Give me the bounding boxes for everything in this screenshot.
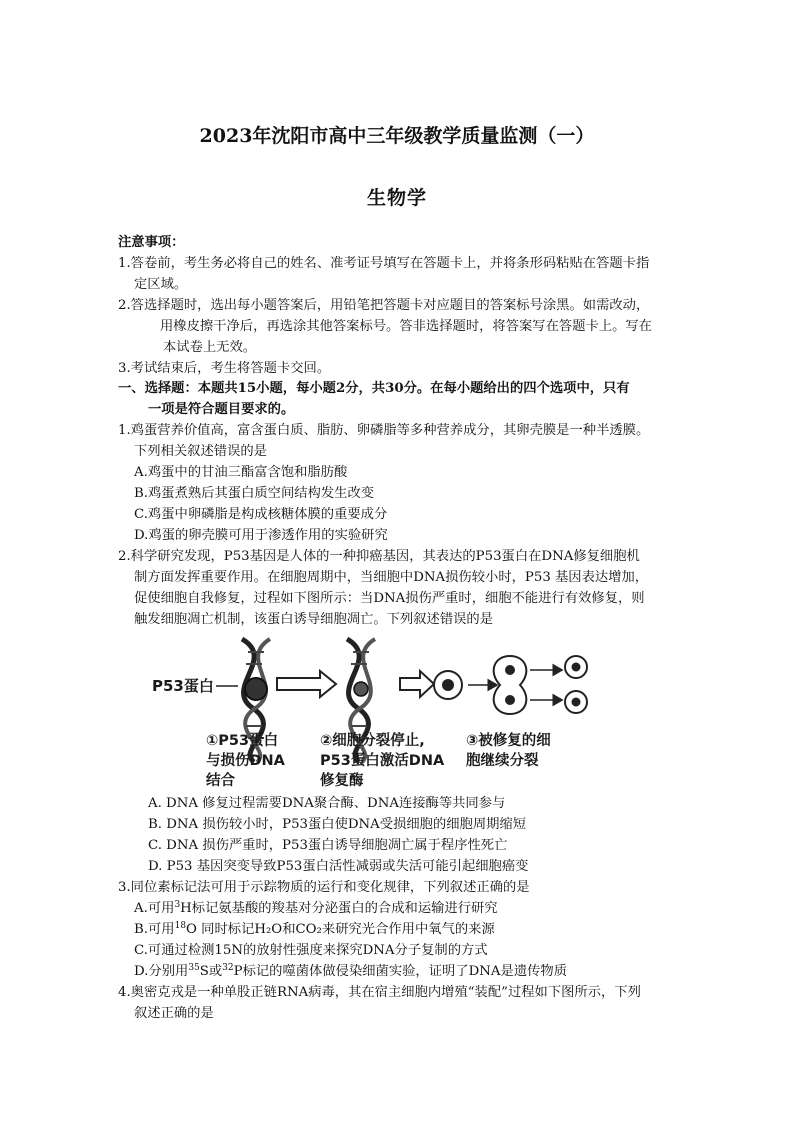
notice-item-2-cont2: 本试卷上无效。 xyxy=(163,340,257,355)
q2-stem: 2.科学研究发现，P53基因是人体的一种抑癌基因，其表达的P53蛋白在DNA修复细胞机 xyxy=(118,549,640,564)
q3-option-c: C.可通过检测15N的放射性强度来探究DNA分子复制的方式 xyxy=(134,943,488,958)
q1-option-a: A.鸡蛋中的甘油三酯富含饱和脂肪酸 xyxy=(134,465,348,480)
caption-step1-line2: 与损伤DNA xyxy=(206,753,285,769)
daughter-cell-icon xyxy=(565,691,587,713)
cell-icon xyxy=(434,671,462,699)
notice-item-1-cont: 定区域。 xyxy=(134,277,188,292)
notice-item-2: 2.答选择题时，选出每小题答案后，用铅笔把答题卡对应题目的答案标号涂黑。如需改动， xyxy=(118,298,650,313)
q3-stem: 3.同位素标记法可用于示踪物质的运行和变化规律，下列叙述正确的是 xyxy=(118,880,530,895)
caption-step2-line3: 修复酶 xyxy=(320,773,364,789)
p53-repair-diagram xyxy=(142,634,624,794)
p53-protein-label: P53蛋白 xyxy=(152,677,214,695)
q3-option-a: A.可用$^3$H标记氨基酸的羧基对分泌蛋白的合成和运输进行研究 xyxy=(134,900,498,916)
q1-option-d: D.鸡蛋的卵壳膜可用于渗透作用的实验研究 xyxy=(134,528,388,543)
section-heading: 一、选择题：本题共15小题，每小题2分，共30分。在每小题给出的四个选项中，只有 xyxy=(118,381,630,396)
q2-option-c: C. DNA 损伤严重时，P53蛋白诱导细胞凋亡属于程序性死亡 xyxy=(148,838,508,853)
q2-option-d: D. P53 基因突变导致P53蛋白活性减弱或失活可能引起细胞癌变 xyxy=(148,859,529,874)
q3-option-b: B.可用$^{18}$O 同时标记H₂O和CO₂来研究光合作用中氧气的来源 xyxy=(134,921,495,937)
notice-item-3: 3.考试结束后，考生将答题卡交回。 xyxy=(118,361,331,376)
q1-option-b: B.鸡蛋煮熟后其蛋白质空间结构发生改变 xyxy=(134,486,375,501)
q2-stem-cont2: 促使细胞自我修复，过程如下图所示：当DNA损伤严重时，细胞不能进行有效修复，则 xyxy=(134,591,645,606)
q2-stem-cont1: 制方面发挥重要作用。在细胞周期中，当细胞中DNA损伤较小时，P53 基因表达增加， xyxy=(134,570,649,585)
q1-stem-cont: 下列相关叙述错误的是 xyxy=(134,444,267,459)
exam-title: 2023年沈阳市高中三年级教学质量监测（一） xyxy=(199,125,595,147)
q1-option-c: C.鸡蛋中卵磷脂是构成核糖体膜的重要成分 xyxy=(134,507,388,522)
section-heading-cont: 一项是符合题目要求的。 xyxy=(148,402,295,417)
caption-step1-line3: 结合 xyxy=(206,773,235,789)
q4-stem: 4.奥密克戎是一种单股正链RNA病毒，其在宿主细胞内增殖“装配”过程如下图所示，下列 xyxy=(118,985,641,1000)
daughter-cell-icon xyxy=(565,656,587,678)
caption-step2-line1: ②细胞分裂停止, xyxy=(320,733,425,749)
damage-site-icon xyxy=(245,678,267,700)
q2-option-b: B. DNA 损伤较小时，P53蛋白使DNA受损细胞的细胞周期缩短 xyxy=(148,817,527,832)
q2-option-a: A. DNA 修复过程需要DNA聚合酶、DNA连接酶等共同参与 xyxy=(148,796,506,811)
caption-step3-line2: 胞继续分裂 xyxy=(466,753,539,769)
q3-option-d: D.分别用$^{35}$S或$^{32}$P标记的噬菌体做侵染细菌实验，证明了DNA是遗传物质 xyxy=(134,963,568,979)
caption-step2-line2: P53蛋白激活DNA xyxy=(320,753,445,769)
notice-heading: 注意事项： xyxy=(118,235,185,250)
notice-item-1: 1.答卷前，考生务必将自己的姓名、准考证号填写在答题卡上，并将条形码粘贴在答题卡指 xyxy=(118,256,650,271)
caption-step1-line1: ①P53蛋白 xyxy=(206,733,279,749)
q4-stem-cont: 叙述正确的是 xyxy=(134,1006,214,1021)
notice-item-2-cont: 用橡皮擦干净后，再选涂其他答案标号。答非选择题时，将答案写在答题卡上。写在 xyxy=(160,319,652,334)
subject-title: 生物学 xyxy=(366,187,427,209)
q2-stem-cont3: 触发细胞凋亡机制，该蛋白诱导细胞凋亡。下列叙述错误的是 xyxy=(134,612,494,627)
q1-stem: 1.鸡蛋营养价值高，富含蛋白质、脂肪、卵磷脂等多种营养成分，其卵壳膜是一种半透膜。 xyxy=(118,423,650,438)
caption-step3-line1: ③被修复的细 xyxy=(466,733,551,749)
